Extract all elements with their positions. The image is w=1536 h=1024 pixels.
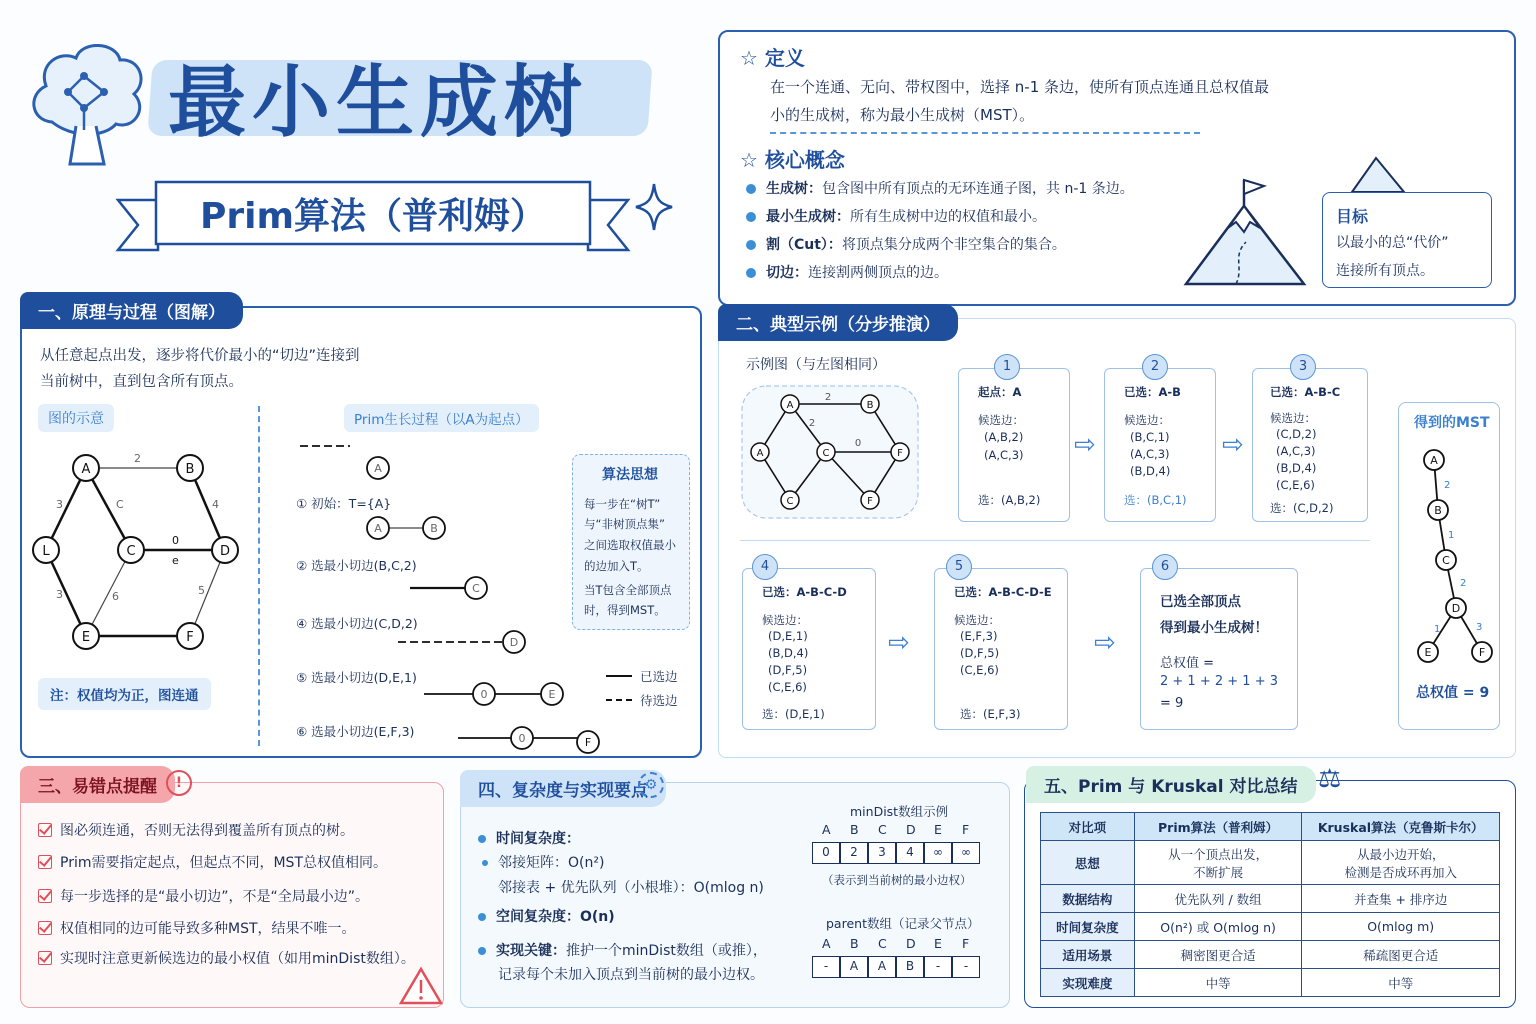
- table-cell: 时间复杂度: [1041, 913, 1135, 941]
- checkbox-icon: [38, 889, 52, 903]
- checkbox-icon: [38, 951, 52, 965]
- array-col-label: F: [962, 936, 970, 951]
- prim-step: ⑥ 选最小切边(E,F,3): [296, 724, 415, 739]
- step-number: 3: [1290, 354, 1316, 380]
- card-pick: 选：(C,D,2): [1270, 501, 1334, 515]
- array-cell: 4: [896, 842, 924, 864]
- final-line: 得到最小生成树！: [1160, 620, 1268, 636]
- table-cell: 数据结构: [1041, 885, 1135, 913]
- prim-step: ② 选最小切边(B,C,2): [296, 558, 417, 573]
- goal-title: 目标: [1336, 207, 1369, 226]
- svg-text:F: F: [584, 736, 592, 749]
- graph-node: C: [126, 544, 136, 559]
- checkbox-icon: [38, 855, 52, 869]
- svg-text:F: F: [1478, 646, 1486, 659]
- svg-text:3: 3: [56, 498, 63, 511]
- array-cell: ∞: [952, 842, 980, 864]
- final-line: 2 + 1 + 2 + 1 + 3: [1160, 674, 1278, 689]
- svg-text:1: 1: [1448, 530, 1455, 541]
- concepts-heading: ☆ 核心概念: [740, 148, 845, 172]
- card-cand-label: 候选边：: [762, 613, 808, 627]
- svg-text:4: 4: [212, 498, 219, 511]
- mindist-title: minDist数组示例: [850, 804, 949, 819]
- mst-tree: [1408, 446, 1500, 672]
- svg-text:2: 2: [1444, 480, 1451, 491]
- card-cand: (A,C,3): [1130, 447, 1170, 461]
- definition-text-1: 在一个连通、无向、带权图中，选择 n-1 条边，使所有顶点连通且总权值最: [770, 78, 1270, 96]
- svg-text:1: 1: [1434, 624, 1441, 635]
- example-graph: [740, 384, 920, 520]
- svg-text:3: 3: [1476, 622, 1483, 633]
- card-cand: (E,F,3): [960, 629, 998, 643]
- svg-text:E: E: [1424, 646, 1432, 659]
- card-cand: (B,D,4): [768, 646, 809, 660]
- sparkle-icon: [634, 182, 674, 232]
- star-icon: ☆: [740, 46, 765, 70]
- card-cand-label: 候选边：: [1124, 413, 1170, 427]
- goal-line-2: 连接所有顶点。: [1336, 263, 1434, 279]
- mst-total: 总权值 = 9: [1416, 685, 1490, 701]
- concept-item: 生成树：包含图中所有顶点的无环连通子图，共 n-1 条边。: [746, 178, 1134, 198]
- prim-step: ⑤ 选最小切边(D,E,1): [296, 670, 417, 685]
- tree-icon: [20, 34, 150, 170]
- array-cell: A: [840, 956, 868, 978]
- parent-title: parent数组（记录父节点）: [826, 916, 980, 931]
- page-title: 最小生成树: [168, 58, 589, 148]
- final-line: 已选全部顶点: [1160, 594, 1241, 610]
- array-col-label: C: [878, 936, 887, 951]
- checkbox-icon: [38, 921, 52, 935]
- star-icon: ☆: [740, 148, 765, 172]
- svg-text:F: F: [867, 496, 873, 507]
- mountain-flag-icon: [1180, 176, 1310, 288]
- array-cell: 2: [840, 842, 868, 864]
- svg-text:0: 0: [854, 438, 862, 449]
- concept-item: 最小生成树：所有生成树中边的权值和最小。: [746, 206, 1046, 226]
- key-point-2: 记录每个未加入顶点到当前树的最小边权。: [498, 967, 764, 983]
- graph-node: F: [186, 630, 194, 645]
- card-cand: (B,D,4): [1130, 464, 1171, 478]
- pitfall-item: 每一步选择的是“最小切边”，不是“全局最小边”。: [38, 886, 369, 906]
- peak-icon: [1348, 152, 1408, 194]
- array-cell: 0: [812, 842, 840, 864]
- prim-step: ④ 选最小切边(C,D,2): [296, 616, 418, 631]
- table-cell: 稠密图更合适: [1134, 941, 1302, 969]
- svg-text:B: B: [866, 400, 874, 411]
- card-pick: 选：(E,F,3): [960, 707, 1021, 721]
- divider: [770, 132, 1200, 134]
- section3-header: 三、易错点提醒: [20, 766, 175, 803]
- graph-node: A: [81, 462, 91, 477]
- array-col-label: A: [822, 822, 831, 837]
- node-f: [574, 728, 602, 756]
- idea-line: 当T包含全部顶点: [584, 583, 672, 597]
- graph-label: 图的示意: [38, 404, 114, 432]
- final-line: 总权值 =: [1160, 656, 1215, 671]
- table-cell: 中等: [1302, 969, 1500, 997]
- svg-text:B: B: [1434, 504, 1442, 517]
- table-cell: 并查集 + 排序边: [1302, 885, 1500, 913]
- array-cell: -: [952, 956, 980, 978]
- arrow-right-icon: ⇨: [1094, 628, 1116, 658]
- step-number: 6: [1152, 554, 1178, 580]
- row-divider: [740, 540, 1370, 541]
- array-col-label: B: [850, 822, 859, 837]
- step-number: 4: [752, 554, 778, 580]
- svg-text:2: 2: [134, 452, 141, 465]
- card-title: 已选：A-B-C-D-E: [954, 585, 1052, 599]
- idea-line: 时，得到MST。: [584, 603, 666, 617]
- table-cell: 从一个顶点出发， 不断扩展: [1134, 841, 1302, 885]
- table-header: 对比项: [1041, 813, 1135, 841]
- step-number: 1: [994, 354, 1020, 380]
- table-cell: 适用场景: [1041, 941, 1135, 969]
- table-cell: 中等: [1134, 969, 1302, 997]
- svg-text:C: C: [822, 448, 830, 459]
- card-cand: (C,E,6): [960, 663, 999, 677]
- card-title: 起点：A: [978, 385, 1022, 399]
- array-col-label: B: [850, 936, 859, 951]
- card-cand: (A,B,2): [984, 430, 1024, 444]
- table-cell: 从最小边开始， 检测是否成环再加入: [1302, 841, 1500, 885]
- card-cand: (D,E,1): [768, 629, 808, 643]
- card-cand: (B,C,1): [1130, 430, 1170, 444]
- time-complexity-2: 邻接表 + 优先队列（小根堆）：O(mlog n): [498, 880, 764, 896]
- scale-icon: ⚖: [1318, 764, 1342, 794]
- table-cell: 思想: [1041, 841, 1135, 885]
- checkbox-icon: [38, 823, 52, 837]
- svg-text:F: F: [897, 448, 903, 459]
- svg-text:D: D: [1451, 602, 1461, 615]
- idea-title: 算法思想: [602, 467, 658, 483]
- table-cell: 稀疏图更合适: [1302, 941, 1500, 969]
- page-subtitle: Prim算法（普利姆）: [200, 196, 546, 237]
- svg-text:C: C: [1442, 554, 1450, 567]
- svg-text:L: L: [42, 544, 50, 559]
- section1-header: 一、原理与过程（图解）: [20, 292, 243, 329]
- legend-solid: [606, 675, 632, 677]
- idea-line: 与“非树顶点集”: [584, 517, 665, 531]
- alert-icon: !: [166, 770, 192, 796]
- card-cand: (C,D,2): [1276, 427, 1317, 441]
- card-cand: (D,F,5): [768, 663, 808, 677]
- card-title: 已选：A-B-C-D: [762, 585, 847, 599]
- warning-icon: [398, 966, 444, 1006]
- time-complexity-label: 时间复杂度：: [478, 828, 580, 848]
- idea-line: 之间选取权值最小: [584, 538, 676, 552]
- svg-text:A: A: [374, 522, 382, 535]
- goal-line-1: 以最小的总“代价”: [1336, 235, 1449, 251]
- legend-dashed: [606, 699, 632, 701]
- svg-text:3: 3: [56, 588, 63, 601]
- step-number: 2: [1142, 354, 1168, 380]
- final-line: = 9: [1160, 696, 1184, 711]
- card-cand: (A,C,3): [1276, 444, 1316, 458]
- pitfall-item: 权值相同的边可能导致多种MST，结果不唯一。: [38, 918, 356, 938]
- time-complexity-1: 邻接矩阵：O(n²): [482, 852, 604, 872]
- array-col-label: E: [934, 822, 942, 837]
- array-cell: 3: [868, 842, 896, 864]
- key-point-1: 实现关键：推护一个minDist数组（或推），: [478, 940, 767, 960]
- card-title: 已选：A-B: [1124, 385, 1181, 399]
- graph-node: B: [185, 462, 195, 477]
- arrow-right-icon: ⇨: [1222, 430, 1244, 460]
- array-cell: -: [924, 956, 952, 978]
- step-number: 5: [946, 554, 972, 580]
- array-col-label: D: [906, 822, 916, 837]
- card-title: 已选：A-B-C: [1270, 385, 1341, 399]
- array-col-label: F: [962, 822, 970, 837]
- legend-selected: 已选边: [640, 669, 678, 684]
- svg-text:2: 2: [824, 392, 832, 403]
- array-cell: A: [868, 956, 896, 978]
- table-cell: 实现难度: [1041, 969, 1135, 997]
- table-cell: 优先队列 / 数组: [1134, 885, 1302, 913]
- card-cand: (B,D,4): [1276, 461, 1317, 475]
- array-cell: -: [812, 956, 840, 978]
- svg-text:C: C: [472, 582, 480, 595]
- graph-node: D: [219, 544, 231, 559]
- gear-icon: ⚙: [638, 772, 664, 798]
- idea-line: 的边加入T。: [584, 559, 649, 573]
- svg-text:2: 2: [808, 418, 816, 429]
- array-col-label: A: [822, 936, 831, 951]
- graph-note: 注：权值均为正，图连通: [38, 678, 211, 710]
- card-cand-label: 候选边：: [1270, 411, 1316, 425]
- svg-text:A: A: [374, 462, 382, 475]
- svg-text:A: A: [756, 448, 764, 459]
- pitfall-item: 实现时注意更新候选边的最小权值（如用minDist数组）。: [38, 948, 415, 968]
- card-cand-label: 候选边：: [978, 413, 1024, 427]
- pitfall-item: 图必须连通，否则无法得到覆盖所有顶点的树。: [38, 820, 354, 840]
- section1-intro-1: 从任意起点出发，逐步将代价最小的“切边”连接到: [40, 348, 360, 364]
- table-cell: O(mlog m): [1302, 913, 1500, 941]
- space-complexity: 空间复杂度：O(n): [478, 906, 615, 926]
- graph-node: E: [81, 630, 91, 645]
- mst-title: 得到的MST: [1414, 415, 1490, 431]
- svg-text:A: A: [1430, 454, 1438, 467]
- concept-item: 割（Cut）：将顶点集分成两个非空集合的集合。: [746, 234, 1066, 254]
- table-header: Kruskal算法（克鲁斯卡尔）: [1302, 813, 1500, 841]
- process-label: Prim生长过程（以A为起点）: [344, 404, 539, 432]
- mindist-note: （表示到当前树的最小边权）: [822, 873, 972, 887]
- svg-text:e: e: [172, 554, 179, 567]
- table-header: Prim算法（普利姆）: [1134, 813, 1302, 841]
- card-cand: (A,C,3): [984, 448, 1024, 462]
- section1-intro-2: 当前树中，直到包含所有顶点。: [40, 374, 243, 390]
- svg-text:0: 0: [172, 534, 179, 547]
- legend-candidate: 待选边: [640, 693, 678, 708]
- array-cell: B: [896, 956, 924, 978]
- section4-header: 四、复杂度与实现要点: [460, 770, 666, 807]
- svg-text:E: E: [548, 688, 556, 701]
- prim-growth-diagram: [290, 440, 556, 752]
- section2-header: 二、典型示例（分步推演）: [718, 304, 958, 341]
- array-col-label: D: [906, 936, 916, 951]
- example-label: 示例图（与左图相同）: [746, 357, 886, 373]
- arrow-right-icon: ⇨: [888, 628, 910, 658]
- svg-text:C: C: [116, 498, 124, 511]
- svg-text:0: 0: [518, 732, 526, 745]
- card-pick: 选：(A,B,2): [978, 493, 1041, 507]
- prim-step: ① 初始：T={A}: [296, 496, 392, 511]
- section5-header: 五、Prim 与 Kruskal 对比总结: [1026, 766, 1316, 803]
- comparison-table: [1040, 812, 1500, 997]
- svg-text:6: 6: [112, 590, 119, 603]
- table-cell: O(n²) 或 O(mlog n): [1134, 913, 1302, 941]
- card-cand: (C,E,6): [768, 680, 807, 694]
- array-col-label: E: [934, 936, 942, 951]
- section1-divider: [258, 406, 260, 746]
- definition-heading: ☆ 定义: [740, 46, 805, 70]
- card-cand: (C,E,6): [1276, 478, 1315, 492]
- graph-diagram: [30, 446, 256, 652]
- concept-item: 切边：连接割两侧顶点的边。: [746, 262, 948, 282]
- svg-text:D: D: [509, 636, 519, 649]
- definition-text-2: 小的生成树，称为最小生成树（MST）。: [770, 106, 1035, 124]
- svg-text:2: 2: [1460, 578, 1467, 589]
- array-cell: ∞: [924, 842, 952, 864]
- svg-text:C: C: [786, 496, 794, 507]
- arrow-right-icon: ⇨: [1074, 430, 1096, 460]
- pitfall-item: Prim需要指定起点，但起点不同，MST总权值相同。: [38, 852, 387, 872]
- svg-text:0: 0: [480, 688, 488, 701]
- svg-text:B: B: [430, 522, 438, 535]
- svg-text:5: 5: [198, 584, 205, 597]
- idea-line: 每一步在“树T”: [584, 497, 661, 511]
- card-cand: (D,F,5): [960, 646, 1000, 660]
- card-pick: 选：(B,C,1): [1124, 493, 1187, 507]
- card-cand-label: 候选边：: [954, 613, 1000, 627]
- array-col-label: C: [878, 822, 887, 837]
- card-pick: 选：(D,E,1): [762, 707, 825, 721]
- svg-text:A: A: [786, 400, 794, 411]
